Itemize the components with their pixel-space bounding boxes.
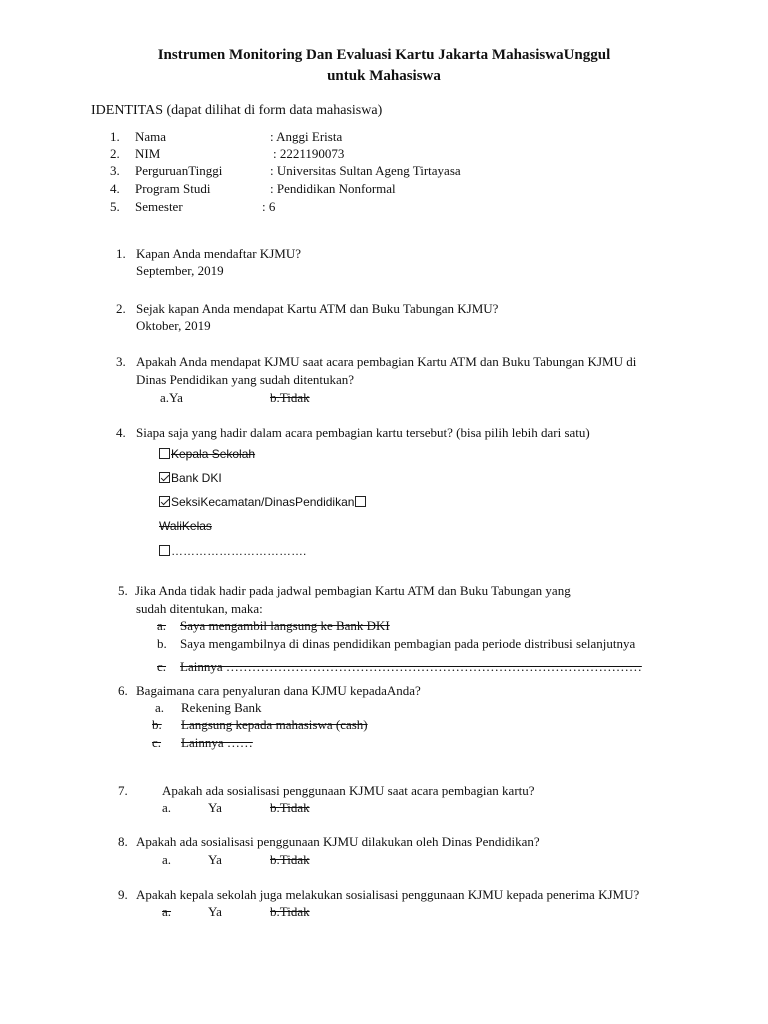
question-number: 6. — [118, 683, 128, 698]
checkbox-checked-icon[interactable] — [159, 496, 170, 507]
option-c-struck[interactable]: Lainnya …… — [181, 735, 253, 750]
option-a[interactable] — [162, 903, 222, 920]
option-letter: a. — [162, 852, 172, 867]
question-number: 3. — [116, 354, 126, 369]
question-text-line1: Jika Anda tidak hadir pada jadwal pembagian Kartu ATM dan Buku Tabungan yang — [135, 583, 571, 598]
question-text: Bagaimana cara penyaluran dana KJMU kepadaAnda? — [136, 683, 421, 698]
identity-heading: IDENTITAS (dapat dilihat di form data mahasiswa) — [91, 103, 383, 118]
identity-num: 2. — [110, 146, 120, 161]
option-label: Kepala Sekolah — [171, 447, 256, 461]
question-text: Siapa saja yang hadir dalam acara pembagian kartu tersebut? (bisa pilih lebih dari satu) — [136, 425, 590, 440]
identity-value: : Universitas Sultan Ageng Tirtayasa — [270, 163, 461, 178]
checkbox-option-seksi-kecamatan[interactable] — [159, 494, 367, 511]
identity-label: PerguruanTinggi — [135, 163, 223, 178]
identity-label: Program Studi — [135, 181, 211, 196]
checkbox-empty-icon[interactable] — [159, 448, 170, 459]
option-letter: c. — [152, 735, 162, 750]
identity-value: : 6 — [262, 199, 276, 214]
option-a[interactable]: Rekening Bank — [181, 700, 262, 715]
question-text: Apakah kepala sekolah juga melakukan sosialisasi penggunaan KJMU kepada penerima KJMU? — [136, 887, 640, 902]
option-letter: a. — [155, 700, 165, 715]
option-a-struck[interactable]: Saya mengambil langsung ke Bank DKI — [180, 618, 390, 633]
option-a[interactable]: Ya — [208, 800, 222, 815]
checkbox-option-kepala-sekolah[interactable] — [159, 446, 255, 463]
option-a-text: Ya — [208, 904, 222, 919]
option-letter: b. — [152, 717, 162, 732]
identity-value: : Anggi Erista — [270, 129, 343, 144]
document-title-line2: untuk Mahasiswa — [327, 68, 441, 84]
option-b-struck[interactable]: b.Tidak — [270, 852, 310, 867]
option-letter: b. — [157, 636, 167, 651]
option-letter: a. — [162, 904, 172, 919]
identity-num: 3. — [110, 163, 120, 178]
option-c-struck[interactable]: Lainnya …………………………………………………………………………………… — [180, 659, 642, 674]
question-number: 1. — [116, 246, 126, 261]
option-a[interactable]: Ya — [208, 852, 222, 867]
question-text: Kapan Anda mendaftar KJMU? — [136, 246, 301, 261]
option-letter: a. — [162, 800, 172, 815]
option-letter: a. — [157, 618, 167, 633]
option-letter: c. — [157, 659, 167, 674]
option-b-struck[interactable]: b.Tidak — [270, 800, 310, 815]
checkbox-empty-icon[interactable] — [355, 496, 366, 507]
question-number: 8. — [118, 834, 128, 849]
identity-label: Semester — [135, 199, 183, 214]
question-number: 2. — [116, 301, 126, 316]
question-number: 7. — [118, 783, 128, 798]
option-b-struck[interactable]: Langsung kepada mahasiswa (cash) — [181, 717, 368, 732]
option-label: ……………………………. — [171, 544, 307, 558]
question-number: 5. — [118, 583, 128, 598]
checkbox-checked-icon[interactable] — [159, 472, 170, 483]
option-b[interactable]: Saya mengambilnya di dinas pendidikan pembagian pada periode distribusi selanjutnya — [180, 636, 636, 651]
checkbox-option-bank-dki[interactable] — [159, 470, 222, 487]
checkbox-option-other[interactable] — [159, 543, 306, 560]
question-text: Apakah ada sosialisasi penggunaan KJMU saat acara pembagian kartu? — [162, 783, 535, 798]
question-text-line2: Dinas Pendidikan yang sudah ditentukan? — [136, 372, 355, 387]
identity-value: : Pendidikan Nonformal — [270, 181, 396, 196]
option-b-struck[interactable]: b.Tidak — [270, 390, 310, 405]
question-text-line1: Apakah Anda mendapat KJMU saat acara pembagian Kartu ATM dan Buku Tabungan KJMU di — [136, 354, 637, 369]
question-text: Apakah ada sosialisasi penggunaan KJMU dilakukan oleh Dinas Pendidikan? — [136, 834, 540, 849]
identity-label: Nama — [135, 129, 167, 144]
identity-num: 4. — [110, 181, 120, 196]
document-title-line1: Instrumen Monitoring Dan Evaluasi Kartu Jakarta MahasiswaUnggul — [157, 47, 611, 63]
option-a[interactable]: a.Ya — [160, 390, 183, 405]
answer-text: September, 2019 — [136, 263, 224, 278]
question-number: 9. — [118, 887, 128, 902]
identity-num: 1. — [110, 129, 120, 144]
question-text: Sejak kapan Anda mendapat Kartu ATM dan Buku Tabungan KJMU? — [136, 301, 499, 316]
identity-num: 5. — [110, 199, 120, 214]
option-b-struck[interactable]: b.Tidak — [270, 904, 310, 919]
question-text-line2: sudah ditentukan, maka: — [136, 601, 263, 616]
answer-text: Oktober, 2019 — [136, 318, 211, 333]
question-number: 4. — [116, 425, 126, 440]
option-label: SeksiKecamatan/DinasPendidikan — [171, 495, 355, 509]
identity-label: NIM — [135, 146, 161, 161]
checkbox-empty-icon[interactable] — [159, 545, 170, 556]
option-wali-kelas-struck[interactable]: WaliKelas — [159, 519, 212, 533]
option-label: Bank DKI — [171, 471, 222, 485]
identity-value: : 2221190073 — [273, 146, 345, 161]
